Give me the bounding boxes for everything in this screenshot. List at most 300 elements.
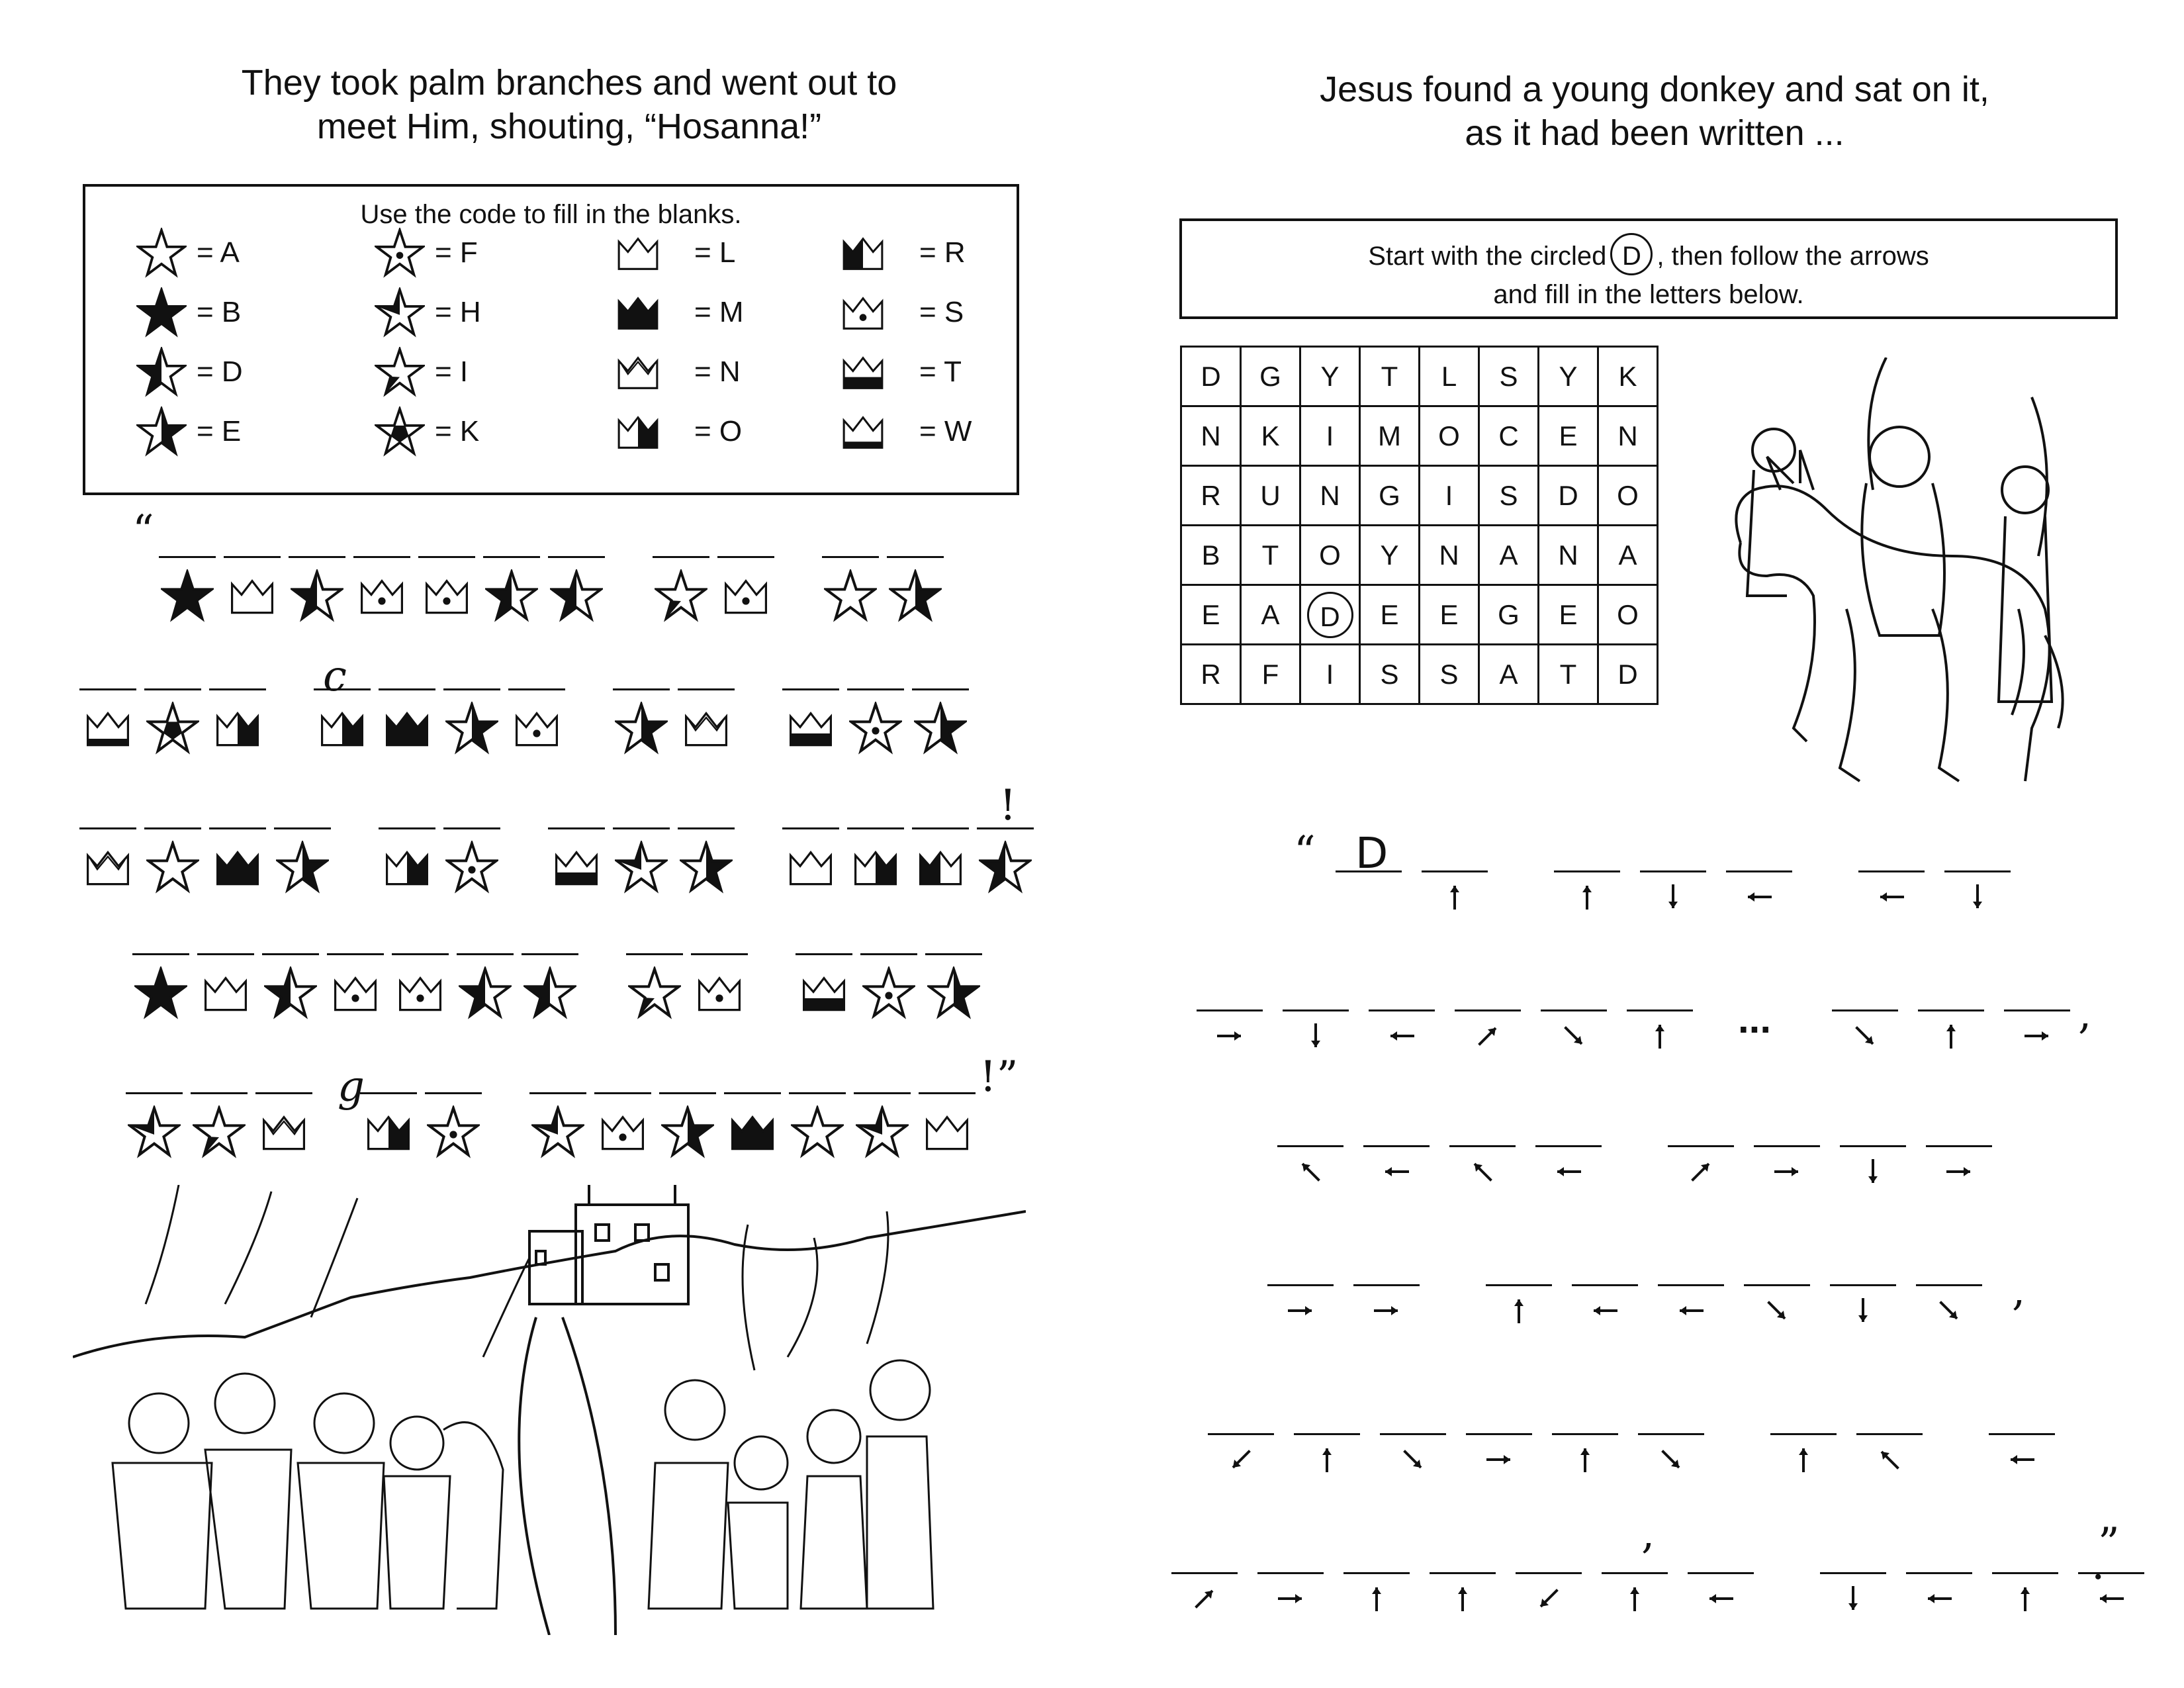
- grid-cell: E: [1360, 585, 1420, 645]
- grid-cell: R: [1181, 645, 1241, 704]
- left-arrow-icon: [1704, 1582, 1737, 1615]
- crown-code-icon: [510, 702, 563, 755]
- answer-blank[interactable]: [1516, 1572, 1582, 1574]
- answer-blank[interactable]: [1944, 870, 2011, 872]
- down-right-arrow-icon: [1848, 1019, 1882, 1053]
- hint-letter-g: g: [338, 1062, 365, 1111]
- crown-code-icon: [329, 966, 382, 1019]
- up-arrow-icon: [2009, 1582, 2042, 1615]
- answer-blank[interactable]: [443, 688, 500, 690]
- answer-blank[interactable]: [1572, 1284, 1638, 1286]
- answer-blank[interactable]: [613, 827, 670, 829]
- code-entry: [608, 286, 744, 339]
- star-code-icon: [523, 966, 576, 1019]
- answer-blank[interactable]: [522, 953, 578, 955]
- answer-blank[interactable]: [1430, 1572, 1496, 1574]
- answer-blank[interactable]: [255, 1092, 312, 1094]
- crown-code-icon: [596, 1105, 649, 1158]
- grid-cell: D: [1181, 347, 1241, 406]
- right-arrow-icon: [2021, 1019, 2054, 1053]
- crown-symbol-icon: [833, 405, 893, 458]
- right-title: [1218, 68, 2091, 155]
- crown-code-icon: [355, 569, 408, 622]
- answer-blank[interactable]: [483, 556, 540, 558]
- code-letter: = W: [919, 415, 972, 447]
- grid-cell: K: [1598, 347, 1658, 406]
- instructions-box: [1179, 218, 2118, 319]
- instruction-part-1: Start with the circled: [1368, 242, 1607, 271]
- down-right-arrow-icon: [1396, 1443, 1430, 1476]
- grid-cell: S: [1479, 347, 1539, 406]
- answer-blank[interactable]: [1668, 1145, 1734, 1147]
- answer-blank[interactable]: [274, 827, 331, 829]
- left-arrow-icon: [1875, 880, 1908, 914]
- grid-cell: C: [1479, 406, 1539, 466]
- star-symbol-icon: [132, 405, 191, 458]
- up-arrow-icon: [1787, 1443, 1820, 1476]
- answer-blank[interactable]: [1277, 1145, 1343, 1147]
- star-symbol-icon: [370, 346, 430, 399]
- answer-blank[interactable]: [678, 827, 735, 829]
- answer-blank[interactable]: [1840, 1145, 1906, 1147]
- right-arrow-icon: [1370, 1294, 1403, 1327]
- answer-blank[interactable]: [209, 827, 266, 829]
- grid-cell: N: [1300, 466, 1360, 526]
- answer-blank[interactable]: [1171, 1572, 1238, 1574]
- answer-blank[interactable]: [912, 827, 969, 829]
- grid-cell: N: [1539, 526, 1598, 585]
- star-code-icon: [459, 966, 512, 1019]
- grid-cell: G: [1479, 585, 1539, 645]
- code-key-title: Use the code to fill in the blanks.: [360, 200, 742, 229]
- closing-quote: !”: [979, 1053, 1019, 1102]
- grid-cell: S: [1360, 645, 1420, 704]
- grid-cell: E: [1420, 585, 1479, 645]
- up-left-arrow-icon: [1294, 1155, 1327, 1188]
- star-code-icon: [276, 841, 329, 894]
- up-arrow-icon: [1502, 1294, 1535, 1327]
- answer-blank[interactable]: [717, 556, 774, 558]
- answer-blank[interactable]: [1658, 1284, 1724, 1286]
- code-letter: = D: [197, 355, 243, 388]
- answer-blank[interactable]: [2078, 1572, 2144, 1574]
- answer-blank[interactable]: [1294, 1433, 1360, 1435]
- answer-blank[interactable]: [1455, 1009, 1521, 1011]
- star-symbol-icon: [132, 226, 191, 279]
- answer-blank[interactable]: [2004, 1009, 2070, 1011]
- crown-code-icon: [211, 841, 264, 894]
- answer-blank[interactable]: [262, 953, 319, 955]
- answer-blank[interactable]: [144, 827, 201, 829]
- grid-cell: E: [1539, 585, 1598, 645]
- answer-blank[interactable]: [1257, 1572, 1324, 1574]
- answer-blank[interactable]: [1906, 1572, 1972, 1574]
- answer-blank[interactable]: [327, 953, 384, 955]
- grid-cell: I: [1420, 466, 1479, 526]
- grid-row: [1181, 466, 1658, 526]
- instructions-text: [1182, 233, 2115, 314]
- grid-cell: F: [1241, 645, 1300, 704]
- code-letter: = B: [197, 296, 242, 328]
- star-symbol-icon: [370, 226, 430, 279]
- star-code-icon: [128, 1105, 181, 1158]
- letter-grid: [1180, 346, 1659, 705]
- answer-blank[interactable]: [796, 953, 852, 955]
- code-letter: = E: [197, 415, 242, 447]
- crown-symbol-icon: [833, 286, 893, 339]
- code-entry: [833, 226, 966, 279]
- grid-cell: A: [1241, 585, 1300, 645]
- grid-cell: N: [1598, 406, 1658, 466]
- answer-blank[interactable]: [1832, 1009, 1898, 1011]
- grid-row: [1181, 645, 1658, 704]
- code-letter: = H: [435, 296, 481, 328]
- grid-cell: N: [1181, 406, 1241, 466]
- star-symbol-icon: [132, 286, 191, 339]
- answer-blank[interactable]: [1283, 1009, 1349, 1011]
- answer-blank[interactable]: [1926, 1145, 1992, 1147]
- grid-cell: G: [1360, 466, 1420, 526]
- left-arrow-icon: [1385, 1019, 1418, 1053]
- answer-blank[interactable]: [548, 827, 605, 829]
- grid-cell: L: [1420, 347, 1479, 406]
- crown-code-icon: [921, 1105, 974, 1158]
- crown-code-icon: [550, 841, 603, 894]
- down-arrow-icon: [1961, 880, 1994, 914]
- answer-blank[interactable]: [854, 1092, 911, 1094]
- down-right-arrow-icon: [1557, 1019, 1590, 1053]
- answer-blank[interactable]: [144, 688, 201, 690]
- grid-row: [1181, 347, 1658, 406]
- answer-blank[interactable]: [529, 1092, 586, 1094]
- answer-blank[interactable]: [1992, 1572, 2058, 1574]
- answer-blank[interactable]: [1554, 870, 1620, 872]
- answer-blank[interactable]: [1343, 1572, 1410, 1574]
- code-entry: [608, 405, 742, 458]
- answer-blank[interactable]: [392, 953, 449, 955]
- grid-cell: E: [1181, 585, 1241, 645]
- code-entry: [608, 346, 741, 399]
- answer-blank[interactable]: [626, 953, 683, 955]
- answer-blank[interactable]: [822, 556, 879, 558]
- final-period: .: [2091, 1540, 2105, 1589]
- ellipsis: ...: [1738, 997, 1772, 1041]
- up-left-arrow-icon: [1873, 1443, 1906, 1476]
- open-quote: “: [132, 506, 154, 555]
- answer-blank[interactable]: [1552, 1433, 1618, 1435]
- crown-symbol-icon: [608, 346, 668, 399]
- grid-cell: G: [1241, 347, 1300, 406]
- grid-cell: S: [1479, 466, 1539, 526]
- answer-blank[interactable]: [691, 953, 748, 955]
- grid-cell: I: [1300, 645, 1360, 704]
- answer-blank[interactable]: [1466, 1433, 1532, 1435]
- star-code-icon: [531, 1105, 584, 1158]
- star-code-icon: [615, 841, 668, 894]
- grid-cell: [1300, 585, 1360, 645]
- star-code-icon: [615, 702, 668, 755]
- answer-blank[interactable]: [1486, 1284, 1552, 1286]
- answer-blank[interactable]: [379, 827, 435, 829]
- grid-cell: A: [1598, 526, 1658, 585]
- code-entry: [833, 405, 972, 458]
- up-left-arrow-icon: [1466, 1155, 1499, 1188]
- star-code-icon: [485, 569, 538, 622]
- exclamation-mark: !: [999, 781, 1017, 830]
- grid-cell: Y: [1539, 347, 1598, 406]
- grid-cell: D: [1598, 645, 1658, 704]
- answer-blank[interactable]: [1820, 1572, 1886, 1574]
- star-symbol-icon: [370, 405, 430, 458]
- answer-blank[interactable]: [1638, 1433, 1704, 1435]
- answer-blank[interactable]: [1856, 1433, 1923, 1435]
- answer-blank[interactable]: [782, 688, 839, 690]
- up-arrow-icon: [1446, 1582, 1479, 1615]
- jesus-on-donkey-illustration: [1714, 357, 2111, 808]
- answer-blank[interactable]: [724, 1092, 781, 1094]
- star-code-icon: [655, 569, 707, 622]
- crown-code-icon: [362, 1105, 415, 1158]
- answer-blank[interactable]: [197, 953, 254, 955]
- crown-code-icon: [199, 966, 252, 1019]
- down-right-arrow-icon: [1933, 1294, 1966, 1327]
- answer-blank[interactable]: [1208, 1433, 1274, 1435]
- start-circled-letter: D: [1307, 592, 1353, 638]
- code-letter: = F: [435, 236, 478, 269]
- answer-blank[interactable]: [1627, 1009, 1693, 1011]
- answer-blank[interactable]: [1744, 1284, 1810, 1286]
- answer-blank[interactable]: [925, 953, 982, 955]
- answer-blank[interactable]: [1267, 1284, 1334, 1286]
- star-code-icon: [824, 569, 877, 622]
- crown-code-icon: [693, 966, 746, 1019]
- first-answer-letter: D: [1355, 829, 1388, 878]
- code-entry: [370, 405, 479, 458]
- grid-cell: R: [1181, 466, 1241, 526]
- up-arrow-icon: [1934, 1019, 1968, 1053]
- grid-cell: B: [1181, 526, 1241, 585]
- crown-symbol-icon: [833, 346, 893, 399]
- crown-code-icon: [784, 702, 837, 755]
- answer-blank[interactable]: [548, 556, 605, 558]
- crown-code-icon: [914, 841, 967, 894]
- answer-blank[interactable]: [1726, 870, 1792, 872]
- code-letter: = S: [919, 296, 964, 328]
- right-closing-quote: ”: [2098, 1519, 2120, 1568]
- answer-blank[interactable]: [1535, 1145, 1602, 1147]
- grid-cell: T: [1241, 526, 1300, 585]
- star-symbol-icon: [370, 286, 430, 339]
- answer-blank[interactable]: [1197, 1009, 1263, 1011]
- code-entry: [132, 346, 243, 399]
- crown-code-icon: [81, 841, 134, 894]
- answer-blank[interactable]: [1353, 1284, 1420, 1286]
- crown-code-icon: [719, 569, 772, 622]
- answer-blank[interactable]: [789, 1092, 846, 1094]
- answer-blank[interactable]: [653, 556, 709, 558]
- answer-blank[interactable]: [1830, 1284, 1896, 1286]
- star-code-icon: [862, 966, 915, 1019]
- grid-row: [1181, 585, 1658, 645]
- down-arrow-icon: [1856, 1155, 1889, 1188]
- answer-blank[interactable]: [1449, 1145, 1516, 1147]
- answer-blank[interactable]: [919, 1092, 976, 1094]
- answer-blank[interactable]: [360, 1092, 417, 1094]
- answer-blank[interactable]: [224, 556, 281, 558]
- answer-blank[interactable]: [613, 688, 670, 690]
- down-right-arrow-icon: [1655, 1443, 1688, 1476]
- grid-cell: Y: [1360, 526, 1420, 585]
- code-letter: = R: [919, 236, 966, 269]
- answer-blank[interactable]: [1918, 1009, 1984, 1011]
- code-entry: [132, 405, 241, 458]
- grid-cell: T: [1360, 347, 1420, 406]
- answer-blank[interactable]: [847, 688, 904, 690]
- comma-line-4: ,: [2012, 1266, 2026, 1315]
- down-arrow-icon: [1837, 1582, 1870, 1615]
- right-arrow-icon: [1274, 1582, 1307, 1615]
- answer-blank[interactable]: [418, 556, 475, 558]
- answer-blank[interactable]: [457, 953, 514, 955]
- crown-code-icon: [726, 1105, 779, 1158]
- up-right-arrow-icon: [1471, 1019, 1504, 1053]
- crown-code-icon: [257, 1105, 310, 1158]
- up-arrow-icon: [1310, 1443, 1343, 1476]
- answer-blank[interactable]: [1770, 1433, 1837, 1435]
- star-code-icon: [680, 841, 733, 894]
- right-open-quote: “: [1294, 827, 1316, 876]
- crown-code-icon: [381, 702, 433, 755]
- answer-blank[interactable]: [132, 953, 189, 955]
- grid-cell: E: [1539, 406, 1598, 466]
- code-entry: [833, 286, 964, 339]
- up-arrow-icon: [1570, 880, 1604, 914]
- answer-blank[interactable]: [1858, 870, 1925, 872]
- left-arrow-icon: [1923, 1582, 1956, 1615]
- star-code-icon: [134, 966, 187, 1019]
- code-letter: = A: [197, 236, 240, 269]
- code-letter: = L: [694, 236, 736, 269]
- code-letter: = I: [435, 355, 469, 388]
- code-letter: = M: [694, 296, 744, 328]
- answer-blank[interactable]: [191, 1092, 248, 1094]
- star-code-icon: [161, 569, 214, 622]
- star-code-icon: [914, 702, 967, 755]
- answer-blank[interactable]: [159, 556, 216, 558]
- comma-line-2: ,: [2078, 990, 2092, 1039]
- answer-blank[interactable]: [79, 688, 136, 690]
- answer-blank[interactable]: [912, 688, 969, 690]
- answer-blank[interactable]: [1916, 1284, 1982, 1286]
- answer-blank[interactable]: [847, 827, 904, 829]
- code-entry: [132, 226, 240, 279]
- star-code-icon: [445, 702, 498, 755]
- answer-blank[interactable]: [1989, 1433, 2055, 1435]
- answer-blank[interactable]: [1602, 1572, 1668, 1574]
- star-code-icon: [628, 966, 681, 1019]
- answer-blank[interactable]: [1422, 870, 1488, 872]
- code-entry: [370, 226, 478, 279]
- star-code-icon: [979, 841, 1032, 894]
- star-code-icon: [146, 702, 199, 755]
- answer-blank[interactable]: [1754, 1145, 1820, 1147]
- answer-blank[interactable]: [508, 688, 565, 690]
- star-code-icon: [661, 1105, 714, 1158]
- answer-blank[interactable]: [1369, 1009, 1435, 1011]
- star-code-icon: [291, 569, 343, 622]
- grid-cell: U: [1241, 466, 1300, 526]
- crown-symbol-icon: [608, 226, 668, 279]
- grid-cell: A: [1479, 645, 1539, 704]
- answer-blank[interactable]: [353, 556, 410, 558]
- code-entry: [370, 346, 468, 399]
- left-arrow-icon: [1588, 1294, 1621, 1327]
- grid-cell: O: [1300, 526, 1360, 585]
- down-right-arrow-icon: [1760, 1294, 1794, 1327]
- up-arrow-icon: [1360, 1582, 1393, 1615]
- crown-code-icon: [680, 702, 733, 755]
- code-entry: [608, 226, 735, 279]
- crown-code-icon: [784, 841, 837, 894]
- answer-blank[interactable]: [425, 1092, 482, 1094]
- grid-cell: M: [1360, 406, 1420, 466]
- answer-blank[interactable]: [209, 688, 266, 690]
- answer-blank[interactable]: [1688, 1572, 1754, 1574]
- answer-blank[interactable]: [594, 1092, 651, 1094]
- code-letter: = K: [435, 415, 480, 447]
- answer-blank[interactable]: [126, 1092, 183, 1094]
- left-title-line-1: They took palm branches and went out to: [241, 63, 897, 103]
- code-letter: = T: [919, 355, 962, 388]
- code-letter: = O: [694, 415, 743, 447]
- right-arrow-icon: [1482, 1443, 1516, 1476]
- answer-blank[interactable]: [289, 556, 345, 558]
- answer-blank[interactable]: [782, 827, 839, 829]
- grid-row: [1181, 406, 1658, 466]
- answer-blank[interactable]: [379, 688, 435, 690]
- answer-blank[interactable]: [659, 1092, 716, 1094]
- answer-blank[interactable]: [1363, 1145, 1430, 1147]
- answer-blank[interactable]: [887, 556, 944, 558]
- crown-code-icon: [420, 569, 473, 622]
- left-arrow-icon: [2005, 1443, 2038, 1476]
- code-entry: [833, 346, 962, 399]
- answer-blank[interactable]: [1640, 870, 1706, 872]
- star-code-icon: [146, 841, 199, 894]
- star-code-icon: [445, 841, 498, 894]
- grid-cell: I: [1300, 406, 1360, 466]
- star-code-icon: [856, 1105, 909, 1158]
- grid-cell: T: [1539, 645, 1598, 704]
- answer-blank[interactable]: [443, 827, 500, 829]
- right-title-line-1: Jesus found a young donkey and sat on it,: [1320, 70, 1989, 109]
- answer-blank[interactable]: [79, 827, 136, 829]
- right-arrow-icon: [1770, 1155, 1803, 1188]
- grid-cell: N: [1420, 526, 1479, 585]
- answer-blank[interactable]: [1380, 1433, 1446, 1435]
- up-right-arrow-icon: [1684, 1155, 1717, 1188]
- answer-blank[interactable]: [1541, 1009, 1607, 1011]
- answer-blank[interactable]: [678, 688, 735, 690]
- crown-symbol-icon: [608, 405, 668, 458]
- answer-blank[interactable]: [860, 953, 917, 955]
- star-code-icon: [849, 702, 902, 755]
- grid-cell: O: [1420, 406, 1479, 466]
- grid-cell: O: [1598, 585, 1658, 645]
- circled-letter: D: [1610, 233, 1653, 275]
- crown-symbol-icon: [833, 226, 893, 279]
- code-letter: = N: [694, 355, 741, 388]
